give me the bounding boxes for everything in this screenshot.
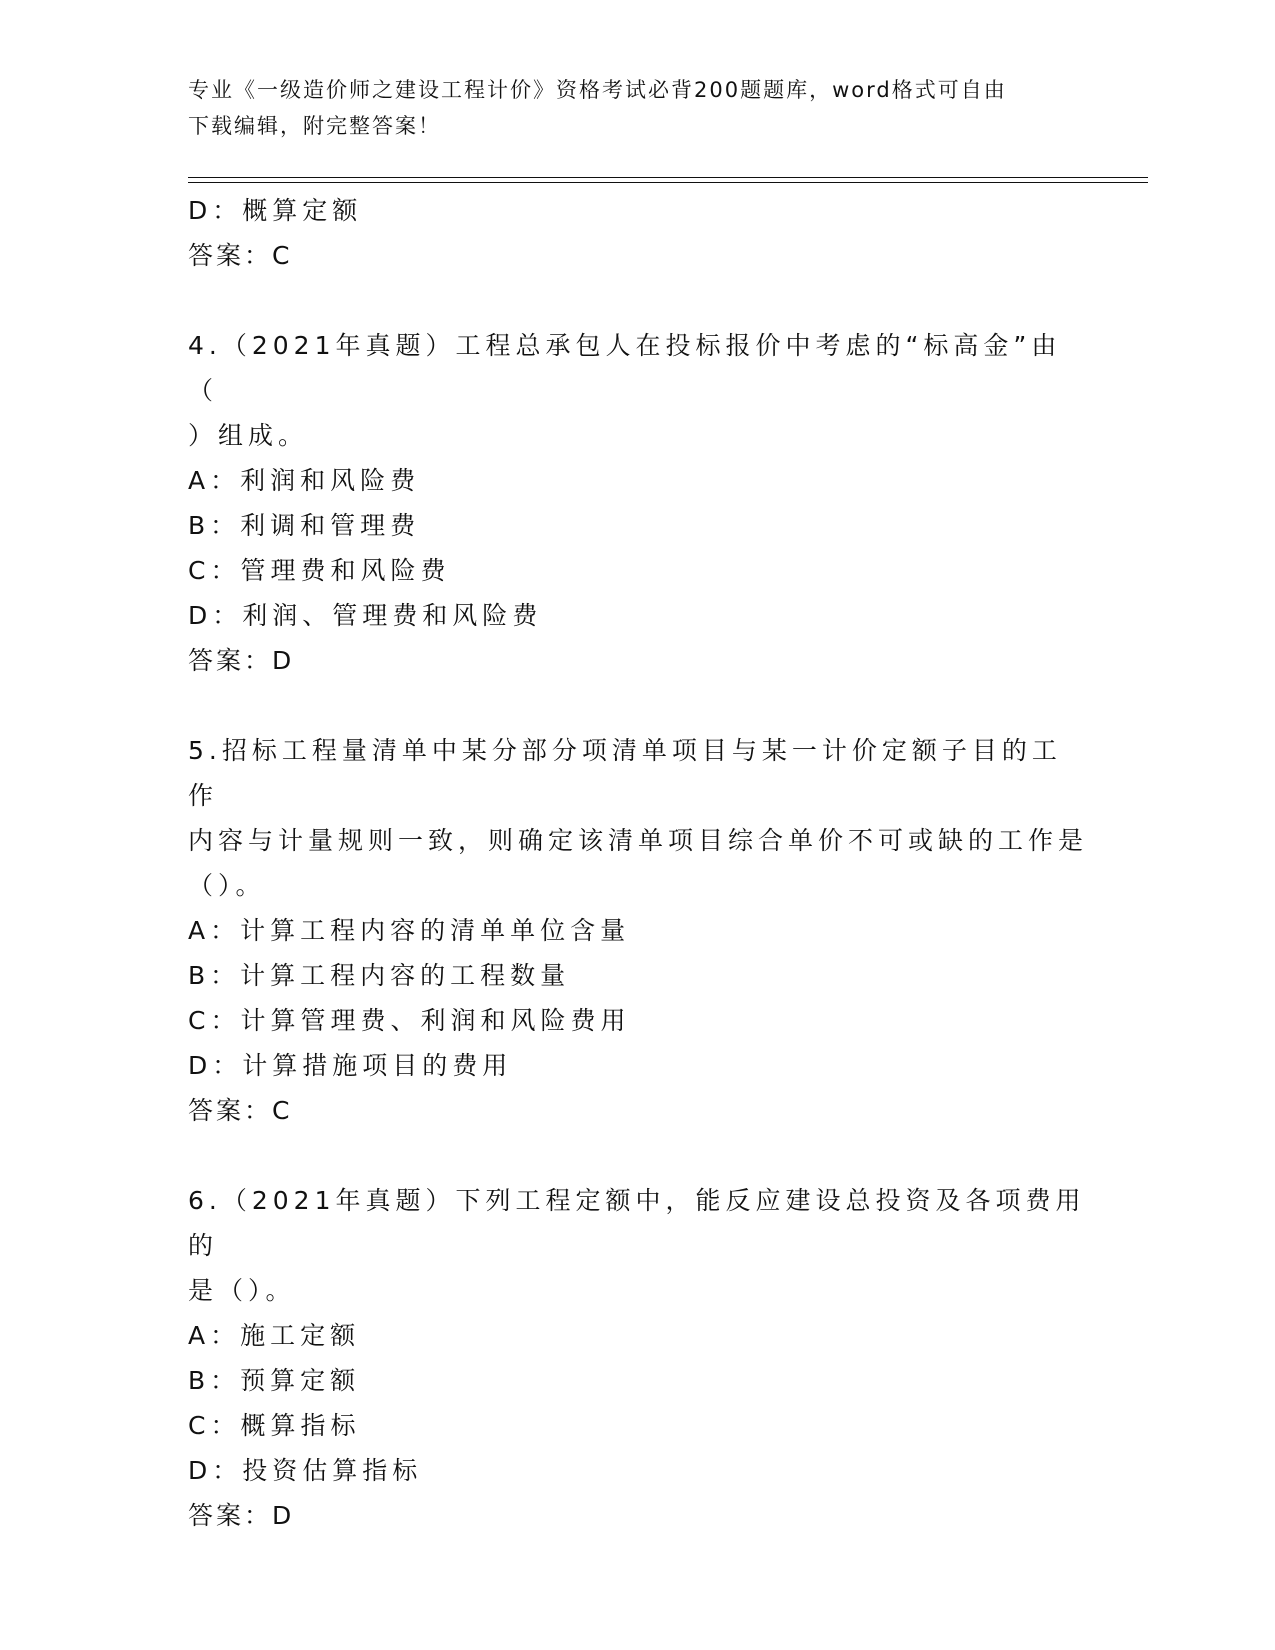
question-5 [188, 728, 1088, 1133]
header-line-2: 下载编辑，附完整答案！ [188, 114, 441, 138]
option-a: A：施工定额 [188, 1321, 361, 1350]
option-d: D：计算措施项目的费用 [188, 1051, 513, 1080]
option-d: D：利润、管理费和风险费 [188, 601, 543, 630]
prev-answer: 答案：C [188, 241, 293, 270]
option-b: B：预算定额 [188, 1366, 361, 1395]
header-line-1: 专业《一级造价师之建设工程计价》资格考试必背200题题库，word格式可自由 [188, 78, 1007, 102]
question-6 [188, 1178, 1088, 1538]
option-a: A：利润和风险费 [188, 466, 421, 495]
question-4 [188, 323, 1088, 683]
header-divider-top [188, 177, 1148, 178]
option-b: B：利调和管理费 [188, 511, 421, 540]
option-d: D：投资估算指标 [188, 1456, 423, 1485]
document-header [188, 72, 1088, 144]
question-stem-line: 4.（2021年真题）工程总承包人在投标报价中考虑的“标高金”由（ [188, 331, 1062, 405]
question-stem-line: 6.（2021年真题）下列工程定额中，能反应建设总投资及各项费用的 [188, 1186, 1086, 1260]
question-stem-line: 是（）。 [188, 1276, 296, 1305]
option-a: A：计算工程内容的清单单位含量 [188, 916, 631, 945]
question-content [188, 188, 1088, 1538]
option-b: B：计算工程内容的工程数量 [188, 961, 571, 990]
header-divider-bottom [188, 182, 1148, 183]
question-stem-line: （）。 [188, 871, 266, 900]
answer: 答案：D [188, 646, 295, 675]
option-c: C：概算指标 [188, 1411, 361, 1440]
answer: 答案：D [188, 1501, 295, 1530]
prev-option-d: D：概算定额 [188, 196, 363, 225]
option-c: C：管理费和风险费 [188, 556, 451, 585]
question-stem-line: ）组成。 [188, 421, 309, 450]
option-c: C：计算管理费、利润和风险费用 [188, 1006, 631, 1035]
answer: 答案：C [188, 1096, 293, 1125]
question-stem-line: 5.招标工程量清单中某分部分项清单项目与某一计价定额子目的工作 [188, 736, 1062, 810]
question-stem-line: 内容与计量规则一致，则确定该清单项目综合单价不可或缺的工作是 [188, 826, 1089, 855]
